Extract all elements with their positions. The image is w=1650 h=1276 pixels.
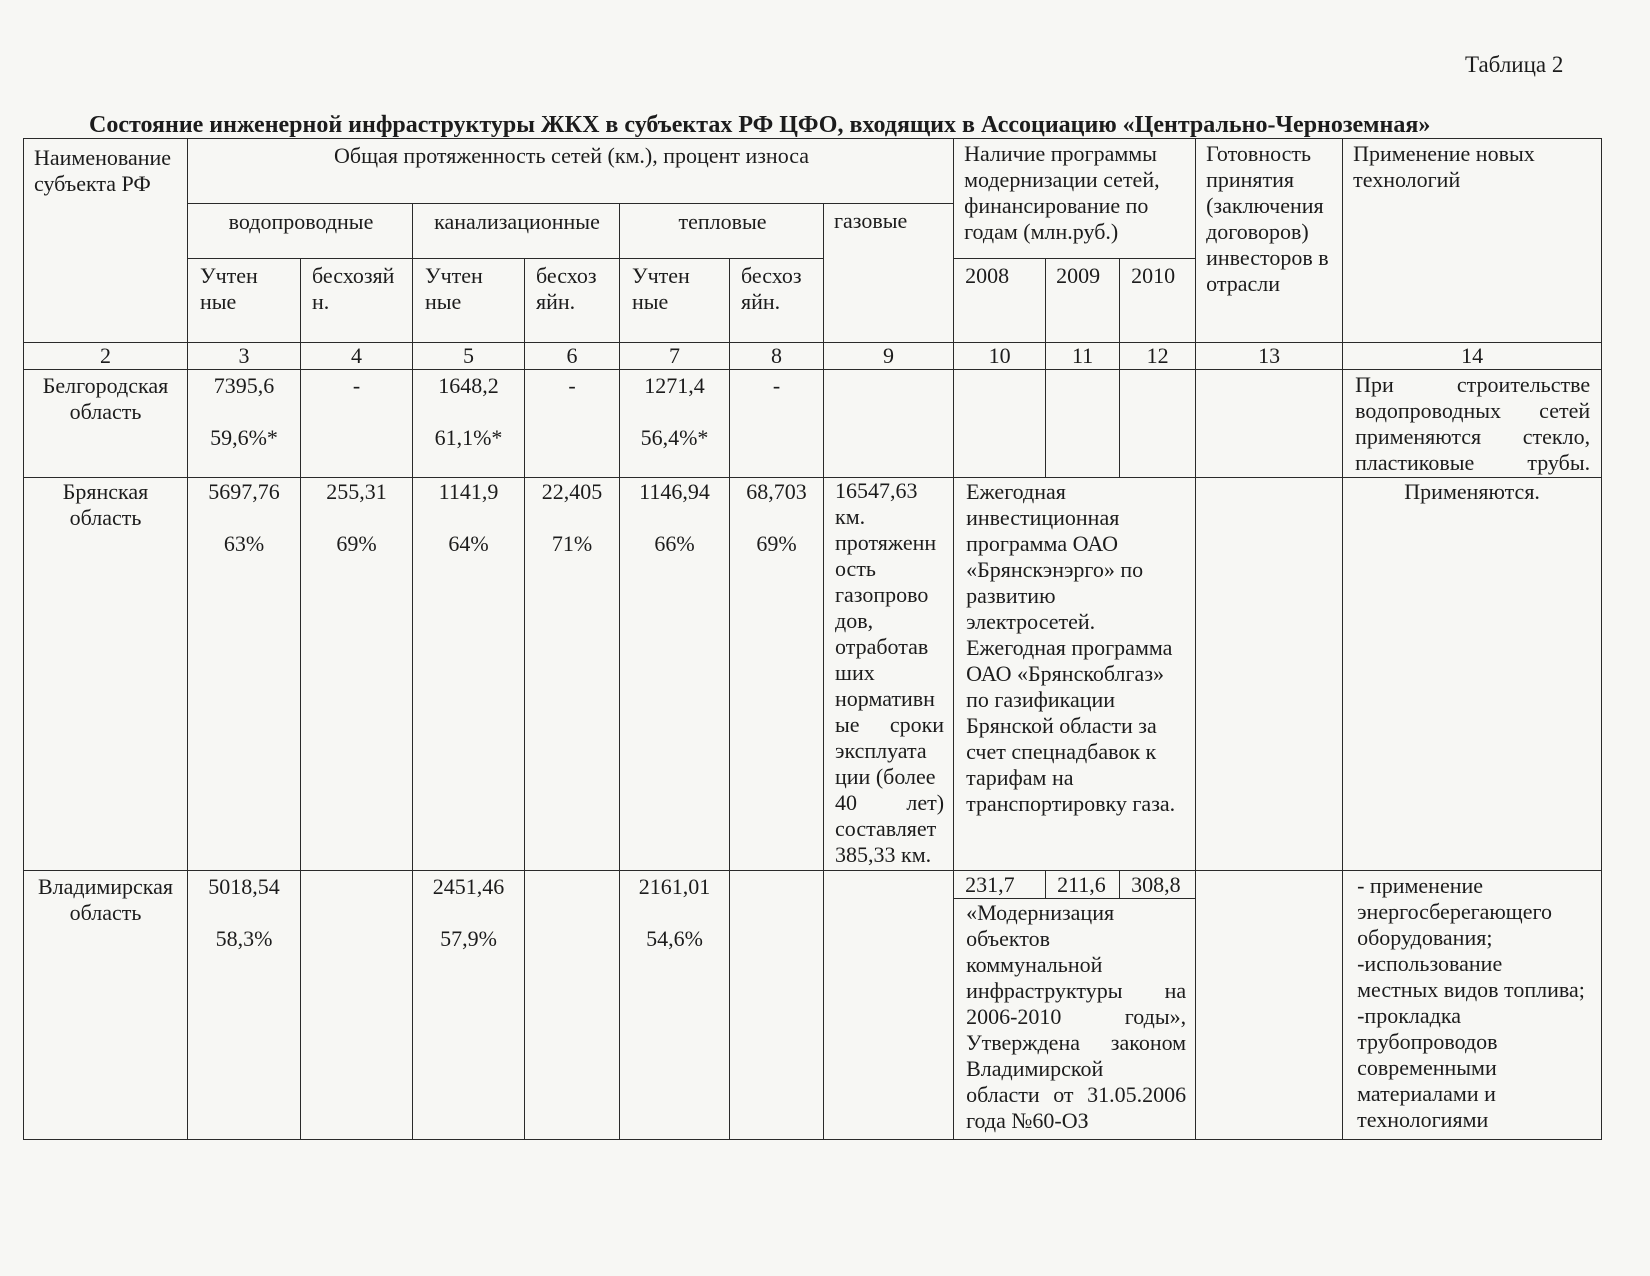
wear-percent: 64%: [448, 531, 489, 556]
cell-vladimir-2009: 211,6: [1046, 871, 1120, 899]
text-line: газопрово: [835, 582, 929, 607]
length-value: 2161,01: [638, 874, 711, 899]
cell-belgorod-technologies: [1343, 370, 1602, 478]
cell-belgorod-subject: Белгородская область: [24, 370, 188, 478]
text-line: ших: [835, 660, 875, 685]
column-number: 3: [188, 343, 301, 370]
header-investor-readiness: Готовность принятия (заключения договоров) инвесторов в отрасли: [1196, 139, 1343, 343]
wear-percent: 66%: [654, 531, 695, 556]
header-water-ownerless: бесхозяй н.: [301, 259, 413, 343]
column-number: 7: [620, 343, 730, 370]
length-value: 7395,6: [213, 373, 275, 398]
cell-belgorod-sewer-ownerless: -: [525, 370, 620, 478]
text-line: ые сроки: [835, 712, 945, 737]
wear-percent: 69%: [756, 531, 797, 556]
column-number: 6: [525, 343, 620, 370]
wear-percent: 63%: [223, 531, 265, 556]
row-vladimir: [24, 871, 1602, 899]
column-number: 13: [1196, 343, 1343, 370]
cell-belgorod-gas: [824, 370, 954, 478]
cell-bryansk-gas: [824, 478, 954, 871]
text-line: составляет: [835, 816, 937, 841]
cell-bryansk-technologies: Применяются.: [1343, 478, 1602, 871]
header-heat: тепловые: [620, 204, 824, 259]
text-line: объектов: [966, 926, 1050, 951]
header-gas: газовые: [824, 204, 954, 343]
text-line: протяженн: [835, 530, 937, 555]
wear-percent: 61,1%*: [434, 425, 503, 450]
wear-percent: 56,4%*: [640, 425, 709, 450]
text-line: 385,33 км.: [835, 842, 932, 867]
text-line: 16547,63: [835, 478, 918, 503]
column-number: 9: [824, 343, 954, 370]
cell-belgorod-heat-accounted: [620, 370, 730, 478]
length-value: 255,31: [326, 479, 387, 504]
header-new-technologies: Применение новых технологий: [1343, 139, 1602, 343]
header-year-2010: 2010: [1120, 259, 1196, 343]
cell-belgorod-water-accounted: [188, 370, 301, 478]
header-year-2008: 2008: [954, 259, 1046, 343]
column-number: 8: [730, 343, 824, 370]
text-line: ции (более: [835, 764, 936, 789]
text-line: дов,: [835, 608, 874, 633]
cell-belgorod-2009: [1046, 370, 1120, 478]
cell-vladimir-sewer-accounted: [413, 871, 525, 1140]
header-water: водопроводные: [188, 204, 413, 259]
cell-vladimir-heat-accounted: [620, 871, 730, 1140]
text-line: нормативн: [835, 686, 935, 711]
column-number: 2: [24, 343, 188, 370]
length-value: 1146,94: [639, 479, 710, 504]
text-line: эксплуата: [835, 738, 927, 763]
text-line: «Модернизация: [966, 900, 1115, 925]
wear-percent: 69%: [336, 531, 377, 556]
cell-bryansk-heat-ownerless: [730, 478, 824, 871]
wear-percent: 59,6%*: [210, 425, 278, 450]
text-line: области от 31.05.2006: [966, 1082, 1187, 1107]
wear-percent: 58,3%: [215, 926, 273, 951]
text-line: инфраструктуры на: [966, 978, 1187, 1003]
header-subject-name: Наименование субъекта РФ: [24, 139, 188, 343]
cell-belgorod-water-ownerless: -: [301, 370, 413, 478]
text-line: коммунальной: [966, 952, 1103, 977]
cell-vladimir-technologies: - применение энергосберегающего оборудования; -использование местных видов топлива; -прокладка трубопроводов современными материалами и технологиями: [1343, 871, 1602, 1140]
text-line: отработав: [835, 634, 929, 659]
column-number: 5: [413, 343, 525, 370]
cell-bryansk-sewer-ownerless: [525, 478, 620, 871]
cell-vladimir-2008: 231,7: [954, 871, 1046, 899]
cell-vladimir-water-accounted: [188, 871, 301, 1140]
length-value: 1141,9: [438, 479, 499, 504]
header-modernization-program: Наличие программы модернизации сетей, финансирование по годам (млн.руб.): [954, 139, 1196, 259]
cell-belgorod-2010: [1120, 370, 1196, 478]
header-sewer: канализационные: [413, 204, 620, 259]
header-heat-accounted: Учтен ные: [620, 259, 730, 343]
length-value: 5018,54: [208, 874, 280, 899]
header-network-length: Общая протяженность сетей (км.), процент износа: [188, 139, 954, 204]
text-line: Утверждена законом: [966, 1030, 1187, 1055]
column-number: 4: [301, 343, 413, 370]
header-water-accounted: Учтен ные: [188, 259, 301, 343]
text-line: ость: [835, 556, 876, 581]
cell-bryansk-heat-accounted: [620, 478, 730, 871]
length-value: 5697,76: [208, 479, 280, 504]
column-number: 11: [1046, 343, 1120, 370]
text-line: 40 лет): [835, 790, 945, 815]
header-row-1: [24, 139, 1602, 204]
cell-vladimir-subject: Владимирская область: [24, 871, 188, 1140]
length-value: 1271,4: [644, 373, 705, 398]
document-title: Состояние инженерной инфраструктуры ЖКХ в субъектах РФ ЦФО, входящих в Ассоциацию «Центрально-Черноземная»: [89, 112, 1431, 138]
cell-bryansk-subject: Брянская область: [24, 478, 188, 871]
cell-vladimir-investors: [1196, 871, 1343, 1140]
cell-vladimir-water-ownerless: [301, 871, 413, 1140]
length-value: 68,703: [746, 479, 807, 504]
cell-vladimir-gas: [824, 871, 954, 1140]
cell-vladimir-2010: 308,8: [1120, 871, 1196, 899]
cell-bryansk-sewer-accounted: [413, 478, 525, 871]
column-number: 12: [1120, 343, 1196, 370]
cell-vladimir-heat-ownerless: [730, 871, 824, 1140]
column-number-row: [24, 343, 1602, 370]
row-bryansk: [24, 478, 1602, 871]
wear-percent: 57,9%: [440, 926, 497, 951]
cell-bryansk-investors: [1196, 478, 1343, 871]
cell-bryansk-water-ownerless: [301, 478, 413, 871]
text-line: года №60-ОЗ: [966, 1108, 1089, 1133]
header-heat-ownerless: бесхоз яйн.: [730, 259, 824, 343]
column-number: 14: [1343, 343, 1602, 370]
text-line: 2006-2010 годы»,: [966, 1004, 1187, 1029]
text-line: Владимирской: [966, 1056, 1104, 1081]
table-label: Таблица 2: [1465, 52, 1564, 77]
length-value: 2451,46: [432, 874, 505, 899]
text-line: км.: [835, 504, 866, 529]
wear-percent: 71%: [551, 531, 593, 556]
column-number: 10: [954, 343, 1046, 370]
wear-percent: 54,6%: [646, 926, 703, 951]
text-line: водопроводных сетей: [1355, 398, 1591, 423]
cell-belgorod-heat-ownerless: -: [730, 370, 824, 478]
text-line: При строительстве: [1355, 372, 1591, 397]
cell-bryansk-water-accounted: [188, 478, 301, 871]
header-year-2009: 2009: [1046, 259, 1120, 343]
cell-bryansk-program: Ежегодная инвестиционная программа ОАО «Брянскэнэрго» по развитию электросетей. Ежегодная программа ОАО «Брянскоблгаз» по газификации Брянской области за счет спецнадбавок к тарифам на транспортировку газа.: [954, 478, 1196, 871]
text-line: применяются стекло,: [1355, 424, 1591, 449]
cell-belgorod-investors: [1196, 370, 1343, 478]
cell-belgorod-sewer-accounted: [413, 370, 525, 478]
length-value: 1648,2: [438, 373, 499, 398]
cell-vladimir-sewer-ownerless: [525, 871, 620, 1140]
cell-belgorod-2008: [954, 370, 1046, 478]
header-sewer-ownerless: бесхоз яйн.: [525, 259, 620, 343]
row-belgorod: [24, 370, 1602, 478]
text-line: пластиковые трубы.: [1355, 450, 1591, 475]
length-value: 22,405: [541, 479, 603, 504]
cell-vladimir-program: [954, 899, 1196, 1140]
infrastructure-table: [23, 138, 1602, 1140]
header-sewer-accounted: Учтен ные: [413, 259, 525, 343]
